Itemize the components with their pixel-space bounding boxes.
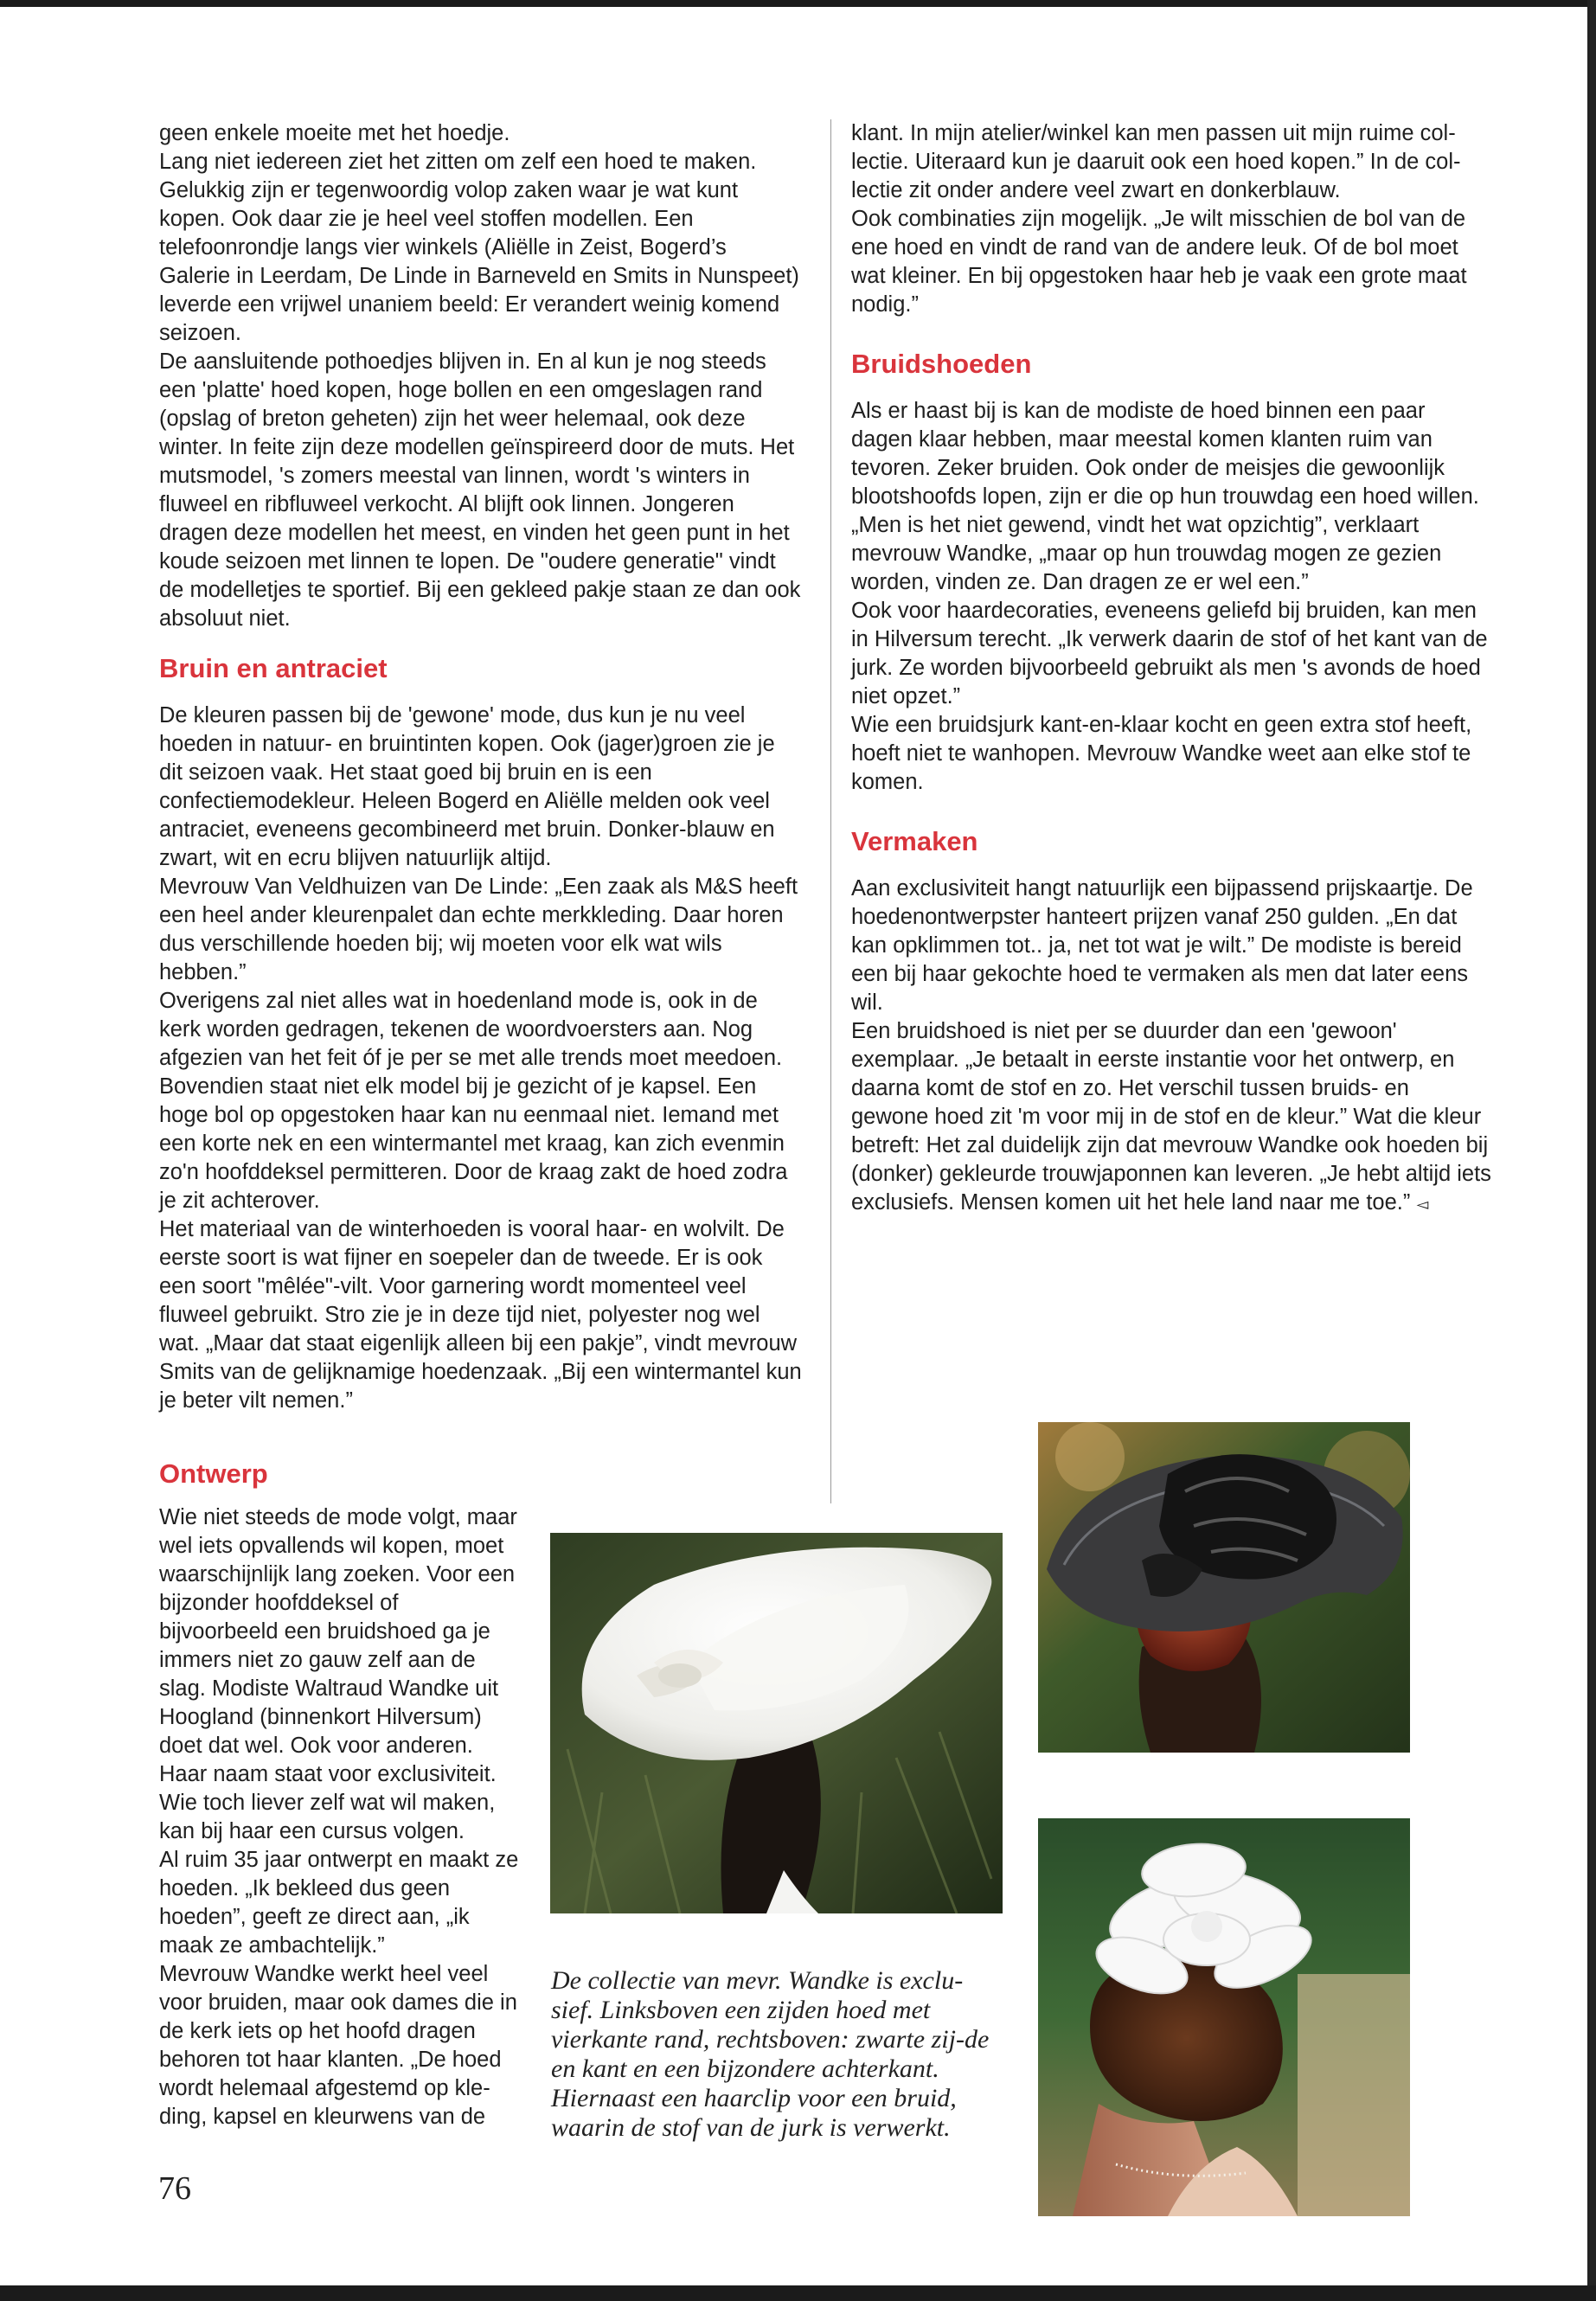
scan-border-bottom — [0, 2285, 1596, 2301]
paragraph: Het materiaal van de winterhoeden is vooral haar- en wolvilt. De eerste soort is wat fijner en soepeler dan de tweede. Er is ook een soort "mêlée"-vilt. Voor garnering wordt momenteel veel fluweel gebruikt. Stro zie je in deze tijd niet, polyester nog wel wat. „Maar dat staat eigenlijk alleen bij een pakje”, vindt mevrouw Smits van de gelijknamige hoedenzaak. „Bij een wintermantel kun je beter vilt nemen.” — [159, 1217, 802, 1413]
paragraph — [851, 1017, 1491, 1219]
paragraph: Aan exclusiviteit hangt natuurlijk een bijpassend prijskaartje. De hoedenontwerpster hanteert prijzen vanaf 250 gulden. „En dat kan opklimmen tot.. ja, net tot wat je wilt.” De modiste is bereid een bij haar gekochte hoed te vermaken als men dat later eens wil. — [851, 876, 1473, 1015]
end-mark-icon: ◅ — [1416, 1195, 1429, 1213]
paragraph: geen enkele moeite met het hoedje. — [159, 121, 510, 145]
paragraph: Ook combinaties zijn mogelijk. „Je wilt misschien de bol van de ene hoed en vindt de rand van de andere leuk. Of de bol moet wat kleiner. En bij opgestoken haar heb je vaak een grote maat nodig.” — [851, 207, 1467, 317]
paragraph: Wie niet steeds de mode volgt, maar wel iets opvallends wil kopen, moet waarschijnlijk lang zoeken. Voor een bijzonder hoofddeksel of bijvoorbeeld een bruidshoed ga je immers niet zo gauw zelf aan de slag. Modiste Waltraud Wandke uit Hoogland (binnenkort Hilversum) doet dat wel. Ook voor anderen. Haar naam staat voor exclusiviteit. Wie toch liever zelf wat wil maken, kan bij haar een cursus volgen. — [159, 1505, 517, 1843]
section-heading-vermaken: Vermaken — [851, 826, 978, 856]
white-hat-illustration — [550, 1533, 1003, 1913]
black-hat-illustration — [1038, 1422, 1410, 1753]
paragraph: Wie een bruidsjurk kant-en-klaar kocht en geen extra stof heeft, hoeft niet te wanhopen. Mevrouw Wandke weet aan elke stof te komen. — [851, 713, 1472, 794]
paragraph: Overigens zal niet alles wat in hoedenland mode is, ook in de kerk worden gedragen, tekenen de woordvoersters aan. Nog afgezien van het feit óf je per se met alle trends moet meedoen. Bovendien staat niet elk model bij je gezicht of je kapsel. Een hoge bol op opgestoken haar kan nu eenmaal niet. Iemand met een korte nek en een wintermantel met kraag, kan zich evenmin zo'n hoofddeksel permitteren. Door de kraag zakt de hoed zodra je zit achterover. — [159, 989, 788, 1213]
section-heading-ontwerp: Ontwerp — [159, 1458, 268, 1489]
section-heading-bruin: Bruin en antraciet — [159, 653, 388, 683]
column-divider — [830, 119, 831, 1503]
paragraph: Ook voor haardecoraties, eveneens geliefd bij bruiden, kan men in Hilversum terecht. „Ik verwerk daarin de stof of het kant van de jurk. Ze worden bijvoorbeeld gebruikt als men 's avonds de hoed niet opzet.” — [851, 599, 1488, 708]
paragraph: klant. In mijn atelier/winkel kan men passen uit mijn ruime col-lectie. Uiteraard kun je daaruit ook een hoed kopen.” In de col-lectie zit onder andere veel zwart en donkerblauw. — [851, 121, 1461, 202]
scan-border-right — [1587, 0, 1596, 2301]
photo-black-hat — [1038, 1422, 1410, 1753]
hairclip-illustration — [1038, 1818, 1410, 2216]
left-column-lower — [159, 1458, 522, 2131]
paragraph: De aansluitende pothoedjes blijven in. En al kun je nog steeds een 'platte' hoed kopen, hoge bollen en een omgeslagen rand (opslag of breton geheten) zijn het weer helemaal, ook deze winter. In feite zijn deze modellen geïnspireerd door de muts. Het mutsmodel, 's zomers meestal van linnen, wordt 's winters in fluweel en ribfluweel verkocht. Al blijft ook linnen. Jongeren dragen deze modellen het meest, en vinden het geen punt in het koude seizoen met linnen te lopen. De "oudere generatie" vindt de modelletjes te sportief. Bij een gekleed pakje staan ze dan ook absoluut niet. — [159, 349, 801, 631]
scan-border-top — [0, 0, 1596, 7]
paragraph: De kleuren passen bij de 'gewone' mode, dus kun je nu veel hoeden in natuur- en bruintinten kopen. Ook (jager)groen zie je dit seizoen vaak. Het staat goed bij bruin en is een confectiemodekleur. Heleen Bogerd en Aliëlle melden ook veel antraciet, eveneens gecombineerd met bruin. Donker-blauw en zwart, wit en ecru blijven natuurlijk altijd. — [159, 703, 775, 870]
photo-white-hat — [550, 1533, 1003, 1913]
paragraph: Al ruim 35 jaar ontwerpt en maakt ze hoeden. „Ik bekleed dus geen hoeden”, geeft ze direct aan, „ik maak ze ambachtelijk.” — [159, 1848, 519, 1958]
paragraph: Mevrouw Van Veldhuizen van De Linde: „Een zaak als M&S heeft een heel ander kleurenpalet dan echte merkkleding. Daar horen dus verschillende hoeden bij; wij moeten voor elk wat wils hebben.” — [159, 875, 798, 984]
paragraph: Lang niet iedereen ziet het zitten om zelf een hoed te maken. Gelukkig zijn er tegenwoordig volop zaken waar je wat kunt kopen. Ook daar zie je heel veel stoffen modellen. Een telefoonrondje langs vier winkels (Aliëlle in Zeist, Bogerd’s Galerie in Leerdam, De Linde in Barneveld en Smits in Nunspeet) leverde een vrijwel unaniem beeld: Er verandert weinig komend seizoen. — [159, 150, 799, 345]
page-number: 76 — [158, 2170, 191, 2207]
paragraph-text: Een bruidshoed is niet per se duurder dan een 'gewoon' exemplaar. „Je betaalt in eerste instantie voor het ontwerp, en daarna komt de stof en zo. Het verschil tussen bruids- en gewone hoed zit 'm voor mij in de stof en de kleur.” Wat die kleur betreft: Het zal duidelijk zijn dat mevrouw Wandke ook hoeden bij (donker) gekleurde trouwjaponnen kan leveren. „Je hebt altijd iets exclusiefs. Mensen komen uit het hele land naar me toe.” — [851, 1019, 1491, 1215]
right-column — [851, 119, 1491, 1219]
photo-bridal-hairclip — [1038, 1818, 1410, 2216]
paragraph: Als er haast bij is kan de modiste de hoed binnen een paar dagen klaar hebben, maar meestal komen klanten ruim van tevoren. Zeker bruiden. Ook onder de meisjes die gewoonlijk blootshoofds lopen, zijn er die op hun trouwdag een hoed willen. „Men is het niet gewend, vindt het wat opzichtig”, verklaart mevrouw Wandke, „maar op hun trouwdag mogen ze gezien worden, vinden ze. Dan dragen ze er wel een.” — [851, 399, 1479, 594]
paragraph: Mevrouw Wandke werkt heel veel voor bruiden, maar ook dames die in de kerk iets op het hoofd dragen behoren tot haar klanten. „De hoed wordt helemaal afgestemd op kle-ding, kapsel en kleurwens van de — [159, 1962, 517, 2129]
left-column — [159, 119, 804, 1415]
section-heading-bruidshoeden: Bruidshoeden — [851, 349, 1032, 379]
photo-caption: De collectie van mevr. Wandke is exclu-sief. Linksboven een zijden hoed met vierkante rand, rechtsboven: zwarte zij-de en kant en een bijzondere achterkant. Hiernaast een haarclip voor een bruid, waarin de stof van de jurk is verwerkt. — [551, 1966, 990, 2142]
